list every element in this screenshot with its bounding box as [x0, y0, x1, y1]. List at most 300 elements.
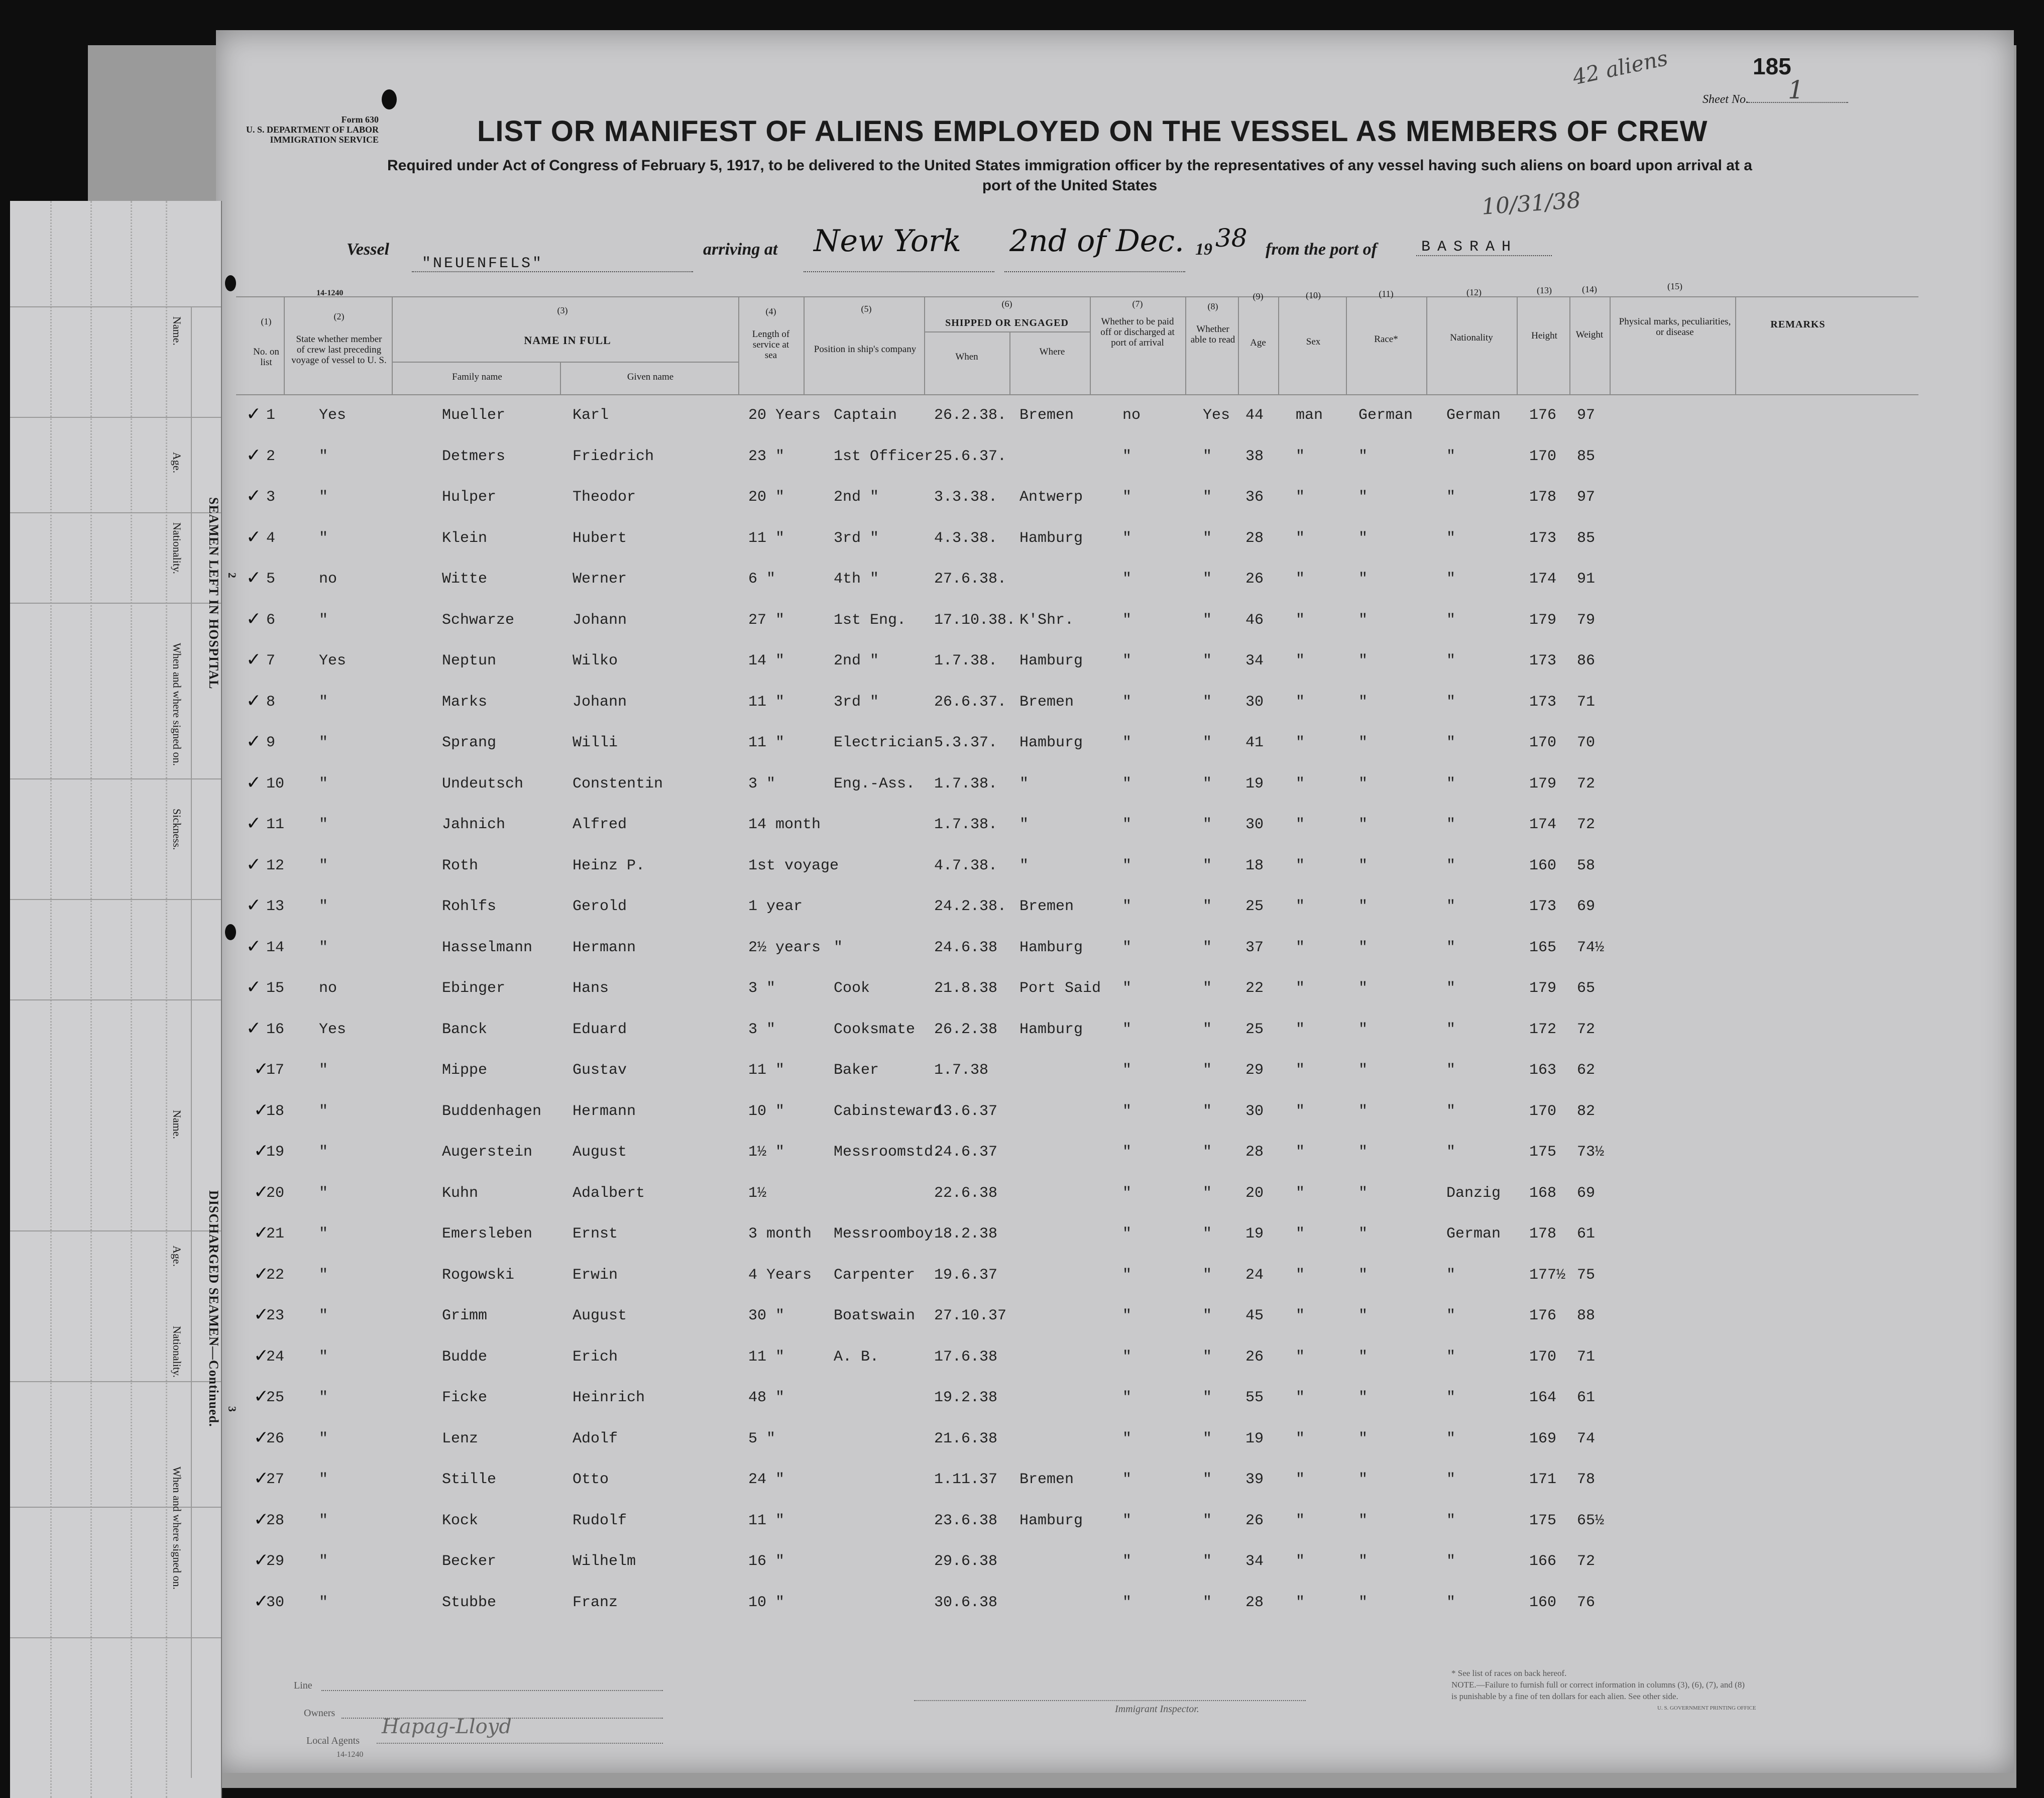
cell-nationality: " — [1446, 612, 1456, 629]
cell-nationality: " — [1446, 857, 1456, 874]
cell-race: " — [1358, 1144, 1368, 1161]
cell-shipped-where: Antwerp — [1019, 489, 1083, 506]
table-row — [0, 404, 1798, 446]
col-14-header: Weight — [1575, 329, 1604, 340]
stub-section-title-hospital: SEAMEN LEFT IN HOSPITAL — [206, 497, 221, 690]
cell-nationality: " — [1446, 1553, 1456, 1570]
cell-given-name: Friedrich — [573, 448, 654, 465]
cell-length-of-service: 16 " — [748, 1553, 785, 1570]
cell-length-of-service: 6 " — [748, 571, 776, 588]
cell-given-name: Hermann — [573, 939, 636, 956]
footer-note-line-2: is punishable by a fine of ten dollars for each alien. See other side. — [1451, 1692, 1678, 1701]
sheet-number: 1 — [1788, 75, 1804, 104]
cell-previous-voyage: " — [319, 775, 328, 793]
cell-given-name: Alfred — [573, 816, 627, 833]
cell-family-name: Schwarze — [442, 612, 515, 629]
cell-able-to-read: " — [1203, 898, 1212, 915]
cell-sex: " — [1296, 1103, 1305, 1120]
cell-position: Cabinsteward — [834, 1103, 943, 1120]
checkmark-icon: ✓ — [246, 854, 262, 875]
col-8-number: (8) — [1207, 301, 1218, 311]
cell-age: 28 — [1245, 1144, 1264, 1161]
cell-family-name: Hulper — [442, 489, 497, 506]
cell-height: 179 — [1529, 612, 1557, 629]
cell-race: " — [1358, 1389, 1368, 1406]
checkmark-icon: ✓ — [254, 1059, 269, 1079]
cell-paid-off: " — [1122, 1307, 1132, 1324]
cell-age: 19 — [1245, 775, 1264, 793]
cell-family-name: Stille — [442, 1471, 497, 1488]
cell-race: " — [1358, 1307, 1368, 1324]
cell-height: 173 — [1529, 694, 1557, 711]
cell-age: 34 — [1245, 652, 1264, 669]
cell-row-number: 25 — [266, 1389, 285, 1406]
cell-row-number: 14 — [266, 939, 285, 956]
cell-length-of-service: 3 month — [748, 1225, 812, 1243]
checkmark-icon: ✓ — [254, 1304, 269, 1325]
cell-length-of-service: 3 " — [748, 775, 776, 793]
cell-height: 170 — [1529, 1103, 1557, 1120]
cell-given-name: Willi — [573, 734, 618, 751]
arriving-label: arriving at — [703, 240, 778, 259]
checkmark-icon: ✓ — [254, 1182, 269, 1202]
cell-able-to-read: " — [1203, 980, 1212, 997]
table-row — [0, 1100, 1798, 1142]
cell-paid-off: " — [1122, 857, 1132, 874]
vessel-label: Vessel — [347, 240, 389, 259]
cell-nationality: " — [1446, 448, 1456, 465]
cell-able-to-read: " — [1203, 734, 1212, 751]
cell-nationality: " — [1446, 775, 1456, 793]
cell-previous-voyage: " — [319, 898, 328, 915]
cell-height: 173 — [1529, 652, 1557, 669]
cell-shipped-when: 17.10.38. — [934, 612, 1016, 629]
cell-weight: 62 — [1577, 1062, 1596, 1079]
table-row — [0, 1345, 1798, 1388]
cell-given-name: Johann — [573, 612, 627, 629]
cell-previous-voyage: " — [319, 1430, 328, 1447]
cell-race: " — [1358, 1553, 1368, 1570]
cell-height: 173 — [1529, 898, 1557, 915]
cell-paid-off: " — [1122, 775, 1132, 793]
cell-age: 37 — [1245, 939, 1264, 956]
col-3-family-header: Family name — [452, 372, 502, 382]
cell-able-to-read: " — [1203, 939, 1212, 956]
cell-height: 169 — [1529, 1430, 1557, 1447]
stub-col-name: Name. — [171, 1110, 183, 1140]
cell-paid-off: no — [1122, 407, 1141, 424]
footer-inspector-label: Immigrant Inspector. — [1115, 1704, 1199, 1715]
cell-shipped-where: Hamburg — [1019, 734, 1083, 751]
cell-height: 176 — [1529, 1307, 1557, 1324]
cell-able-to-read: " — [1203, 1144, 1212, 1161]
cell-previous-voyage: " — [319, 816, 328, 833]
cell-sex: " — [1296, 1144, 1305, 1161]
cell-age: 19 — [1245, 1225, 1264, 1243]
cell-race: " — [1358, 734, 1368, 751]
cell-family-name: Jahnich — [442, 816, 506, 833]
checkmark-icon: ✓ — [246, 445, 262, 466]
cell-nationality: " — [1446, 980, 1456, 997]
cell-sex: " — [1296, 1389, 1305, 1406]
cell-age: 25 — [1245, 898, 1264, 915]
cell-age: 36 — [1245, 489, 1264, 506]
cell-able-to-read: " — [1203, 489, 1212, 506]
footer-line-rule — [321, 1690, 663, 1691]
checkmark-icon: ✓ — [246, 772, 262, 793]
table-top-rule — [236, 296, 1918, 297]
cell-given-name: August — [573, 1144, 627, 1161]
cell-length-of-service: 30 " — [748, 1307, 785, 1324]
col-10-number: (10) — [1306, 290, 1321, 300]
cell-previous-voyage: " — [319, 1185, 328, 1202]
cell-race: " — [1358, 1103, 1368, 1120]
cell-age: 34 — [1245, 1553, 1264, 1570]
cell-able-to-read: " — [1203, 571, 1212, 588]
checkmark-icon: ✓ — [246, 936, 262, 957]
cell-previous-voyage: " — [319, 1594, 328, 1611]
subtitle-line-1: Required under Act of Congress of February 5, 1917, to be delivered to the United States immigration officer by the representatives of any vessel having such aliens on board upon arrival at a — [387, 157, 1752, 174]
cell-race: " — [1358, 694, 1368, 711]
cell-weight: 69 — [1577, 898, 1596, 915]
cell-paid-off: " — [1122, 1021, 1132, 1038]
margin-date-note: 10/31/38 — [1481, 187, 1582, 220]
col-1-number: (1) — [261, 316, 272, 326]
arrival-date: 2nd of Dec. — [1009, 223, 1184, 259]
cell-position: 1st Eng. — [834, 612, 906, 629]
shipped-subheader-rule — [924, 331, 1090, 332]
cell-paid-off: " — [1122, 489, 1132, 506]
cell-weight: 72 — [1577, 1021, 1596, 1038]
footer-agents-code: 14-1240 — [336, 1750, 364, 1759]
cell-given-name: Gustav — [573, 1062, 627, 1079]
cell-previous-voyage: " — [319, 1389, 328, 1406]
cell-paid-off: " — [1122, 612, 1132, 629]
cell-shipped-when: 21.6.38 — [934, 1430, 998, 1447]
cell-length-of-service: 11 " — [748, 530, 785, 547]
cell-age: 26 — [1245, 571, 1264, 588]
cell-nationality: German — [1446, 1225, 1501, 1243]
cell-length-of-service: 11 " — [748, 1512, 785, 1529]
cell-age: 18 — [1245, 857, 1264, 874]
department-name: U. S. DEPARTMENT OF LABOR — [246, 125, 379, 135]
cell-height: 175 — [1529, 1512, 1557, 1529]
checkmark-icon: ✓ — [254, 1141, 269, 1161]
cell-row-number: 12 — [266, 857, 285, 874]
cell-nationality: " — [1446, 898, 1456, 915]
cell-able-to-read: " — [1203, 1021, 1212, 1038]
cell-paid-off: " — [1122, 1348, 1132, 1366]
col-5-header: Position in ship's company — [814, 344, 917, 355]
cell-previous-voyage: " — [319, 1144, 328, 1161]
cell-previous-voyage: " — [319, 1553, 328, 1570]
cell-family-name: Becker — [442, 1553, 497, 1570]
cell-weight: 88 — [1577, 1307, 1596, 1324]
cell-length-of-service: 1 year — [748, 898, 803, 915]
cell-age: 38 — [1245, 448, 1264, 465]
cell-previous-voyage: " — [319, 857, 328, 874]
cell-age: 28 — [1245, 530, 1264, 547]
cell-sex: " — [1296, 530, 1305, 547]
cell-given-name: Otto — [573, 1471, 609, 1488]
col-divider — [1009, 331, 1010, 394]
cell-previous-voyage: " — [319, 1471, 328, 1488]
cell-shipped-where: Port Said — [1019, 980, 1101, 997]
cell-sex: " — [1296, 1307, 1305, 1324]
cell-weight: 97 — [1577, 407, 1596, 424]
footer-inspector-rule — [914, 1700, 1306, 1701]
cell-age: 44 — [1245, 407, 1264, 424]
cell-row-number: 26 — [266, 1430, 285, 1447]
cell-sex: " — [1296, 857, 1305, 874]
cell-row-number: 9 — [266, 734, 276, 751]
cell-previous-voyage: " — [319, 612, 328, 629]
cell-shipped-where: K'Shr. — [1019, 612, 1074, 629]
stub-rule — [10, 306, 221, 307]
cell-race: " — [1358, 1471, 1368, 1488]
cell-paid-off: " — [1122, 694, 1132, 711]
col-2-number: (2) — [333, 311, 345, 321]
cell-shipped-when: 19.2.38 — [934, 1389, 998, 1406]
cell-height: 174 — [1529, 571, 1557, 588]
cell-race: " — [1358, 652, 1368, 669]
cell-row-number: 21 — [266, 1225, 285, 1243]
cell-sex: " — [1296, 1594, 1305, 1611]
cell-race: " — [1358, 1225, 1368, 1243]
table-row — [0, 895, 1798, 937]
col-divider — [1090, 296, 1091, 394]
cell-shipped-where: Bremen — [1019, 898, 1074, 915]
cell-row-number: 28 — [266, 1512, 285, 1529]
cell-sex: " — [1296, 1021, 1305, 1038]
footer-owners-label: Owners — [304, 1708, 335, 1719]
cell-height: 176 — [1529, 407, 1557, 424]
cell-height: 179 — [1529, 980, 1557, 997]
checkmark-icon: ✓ — [254, 1509, 269, 1530]
cell-height: 170 — [1529, 1348, 1557, 1366]
cell-weight: 65½ — [1577, 1512, 1605, 1529]
cell-row-number: 23 — [266, 1307, 285, 1324]
cell-age: 26 — [1245, 1512, 1264, 1529]
cell-given-name: Karl — [573, 407, 609, 424]
cell-height: 165 — [1529, 939, 1557, 956]
cell-position: Boatswain — [834, 1307, 916, 1324]
cell-race: " — [1358, 1512, 1368, 1529]
cell-sex: " — [1296, 939, 1305, 956]
cell-race: " — [1358, 1062, 1368, 1079]
cell-height: 179 — [1529, 775, 1557, 793]
cell-able-to-read: " — [1203, 1348, 1212, 1366]
cell-race: " — [1358, 939, 1368, 956]
cell-given-name: Erwin — [573, 1267, 618, 1284]
cell-shipped-where: Hamburg — [1019, 1021, 1083, 1038]
cell-nationality: " — [1446, 1267, 1456, 1284]
cell-able-to-read: " — [1203, 816, 1212, 833]
cell-paid-off: " — [1122, 939, 1132, 956]
cell-nationality: " — [1446, 652, 1456, 669]
cell-shipped-when: 30.6.38 — [934, 1594, 998, 1611]
table-row — [0, 486, 1798, 528]
cell-able-to-read: " — [1203, 612, 1212, 629]
cell-weight: 79 — [1577, 612, 1596, 629]
cell-race: " — [1358, 857, 1368, 874]
cell-shipped-when: 26.2.38 — [934, 1021, 998, 1038]
cell-length-of-service: 10 " — [748, 1103, 785, 1120]
cell-age: 22 — [1245, 980, 1264, 997]
checkmark-icon: ✓ — [246, 731, 262, 752]
cell-able-to-read: " — [1203, 1594, 1212, 1611]
cell-shipped-when: 5.3.37. — [934, 734, 998, 751]
cell-previous-voyage: " — [319, 1062, 328, 1079]
cell-able-to-read: " — [1203, 1553, 1212, 1570]
cell-family-name: Ficke — [442, 1389, 488, 1406]
cell-sex: " — [1296, 1185, 1305, 1202]
cell-nationality: " — [1446, 489, 1456, 506]
cell-weight: 71 — [1577, 694, 1596, 711]
cell-height: 168 — [1529, 1185, 1557, 1202]
cell-sex: " — [1296, 898, 1305, 915]
cell-able-to-read: " — [1203, 1103, 1212, 1120]
stub-col-age: Age. — [171, 1246, 183, 1267]
cell-previous-voyage: " — [319, 1512, 328, 1529]
col-15-number: (15) — [1667, 281, 1682, 291]
cell-length-of-service: 27 " — [748, 612, 785, 629]
page-number: 185 — [1753, 53, 1791, 79]
cell-row-number: 29 — [266, 1553, 285, 1570]
cell-race: German — [1358, 407, 1413, 424]
cell-given-name: Theodor — [573, 489, 636, 506]
cell-length-of-service: 20 Years — [748, 407, 821, 424]
cell-shipped-where: Hamburg — [1019, 530, 1083, 547]
cell-shipped-when: 24.2.38. — [934, 898, 1007, 915]
cell-row-number: 24 — [266, 1348, 285, 1366]
cell-shipped-where: Bremen — [1019, 1471, 1074, 1488]
cell-family-name: Rohlfs — [442, 898, 497, 915]
cell-previous-voyage: no — [319, 980, 337, 997]
cell-shipped-when: 1.7.38 — [934, 1062, 989, 1079]
cell-family-name: Kuhn — [442, 1185, 479, 1202]
checkmark-icon: ✓ — [254, 1468, 269, 1489]
departure-port-rule — [1416, 255, 1552, 256]
cell-nationality: " — [1446, 694, 1456, 711]
cell-length-of-service: 24 " — [748, 1471, 785, 1488]
checkmark-icon: ✓ — [246, 895, 262, 916]
col-divider — [1735, 296, 1736, 394]
table-row — [0, 813, 1798, 855]
checkmark-icon: ✓ — [254, 1222, 269, 1243]
cell-family-name: Emersleben — [442, 1225, 533, 1243]
name-subheader-rule — [392, 362, 738, 363]
col-2-header: State whether member of crew last preceding voyage of vessel to U. S. — [291, 334, 387, 366]
cell-able-to-read: " — [1203, 857, 1212, 874]
col-divider — [1185, 296, 1186, 394]
cell-age: 41 — [1245, 734, 1264, 751]
cell-weight: 72 — [1577, 1553, 1596, 1570]
cell-sex: " — [1296, 1471, 1305, 1488]
col-5-number: (5) — [861, 304, 872, 314]
cell-race: " — [1358, 980, 1368, 997]
col-6-header: SHIPPED OR ENGAGED — [945, 317, 1069, 328]
cell-race: " — [1358, 1021, 1368, 1038]
col-divider — [560, 362, 561, 394]
cell-height: 160 — [1529, 1594, 1557, 1611]
cell-shipped-when: 4.7.38. — [934, 857, 998, 874]
table-row — [0, 1141, 1798, 1183]
col-divider — [1517, 296, 1518, 394]
cell-family-name: Kock — [442, 1512, 479, 1529]
cell-family-name: Klein — [442, 530, 488, 547]
cell-able-to-read: " — [1203, 1430, 1212, 1447]
col-7-header: Whether to be paid off or discharged at port of arrival — [1100, 316, 1175, 348]
checkmark-icon: ✓ — [246, 977, 262, 997]
cell-shipped-when: 3.3.38. — [934, 489, 998, 506]
table-row — [0, 1386, 1798, 1428]
footer-line-label: Line — [294, 1680, 312, 1691]
cell-sex: man — [1296, 407, 1323, 424]
col-7-number: (7) — [1132, 299, 1143, 309]
cell-sex: " — [1296, 1430, 1305, 1447]
cell-nationality: " — [1446, 1594, 1456, 1611]
cell-weight: 74½ — [1577, 939, 1605, 956]
cell-height: 173 — [1529, 530, 1557, 547]
checkmark-icon: ✓ — [246, 691, 262, 711]
col-10-header: Sex — [1306, 336, 1321, 347]
cell-given-name: August — [573, 1307, 627, 1324]
cell-sex: " — [1296, 571, 1305, 588]
cell-family-name: Grimm — [442, 1307, 488, 1324]
cell-row-number: 1 — [266, 407, 276, 424]
cell-race: " — [1358, 898, 1368, 915]
cell-race: " — [1358, 1185, 1368, 1202]
cell-height: 166 — [1529, 1553, 1557, 1570]
cell-nationality: " — [1446, 1103, 1456, 1120]
cell-height: 160 — [1529, 857, 1557, 874]
cell-row-number: 17 — [266, 1062, 285, 1079]
checkmark-icon: ✓ — [246, 568, 262, 588]
cell-nationality: Danzig — [1446, 1185, 1501, 1202]
cell-length-of-service: 1st voyage — [748, 857, 839, 874]
cell-family-name: Budde — [442, 1348, 488, 1366]
col-3-header: NAME IN FULL — [524, 334, 611, 347]
cell-family-name: Rogowski — [442, 1267, 515, 1284]
cell-able-to-read: " — [1203, 775, 1212, 793]
cell-sex: " — [1296, 652, 1305, 669]
cell-age: 55 — [1245, 1389, 1264, 1406]
footer-agents-label: Local Agents — [306, 1735, 360, 1746]
cell-shipped-when: 13.6.37 — [934, 1103, 998, 1120]
cell-length-of-service: 3 " — [748, 1021, 776, 1038]
col-9-header: Age — [1250, 338, 1266, 348]
col-divider — [1426, 296, 1427, 394]
vessel-name: "NEUENFELS" — [422, 255, 544, 272]
cell-length-of-service: 11 " — [748, 694, 785, 711]
footer-printing-office: U. S. GOVERNMENT PRINTING OFFICE — [1657, 1705, 1756, 1711]
checkmark-icon: ✓ — [246, 404, 262, 424]
from-port-label: from the port of — [1266, 240, 1377, 259]
form-number: Form 630 — [341, 115, 379, 125]
cell-given-name: Adalbert — [573, 1185, 645, 1202]
cell-position: " — [834, 939, 843, 956]
cell-nationality: " — [1446, 1021, 1456, 1038]
cell-position: 3rd " — [834, 694, 879, 711]
cell-previous-voyage: " — [319, 1103, 328, 1120]
cell-paid-off: " — [1122, 1471, 1132, 1488]
cell-row-number: 13 — [266, 898, 285, 915]
col-6-where-header: Where — [1039, 347, 1065, 357]
cell-age: 39 — [1245, 1471, 1264, 1488]
arrival-year: 38 — [1215, 223, 1247, 253]
cell-length-of-service: 1½ " — [748, 1144, 785, 1161]
